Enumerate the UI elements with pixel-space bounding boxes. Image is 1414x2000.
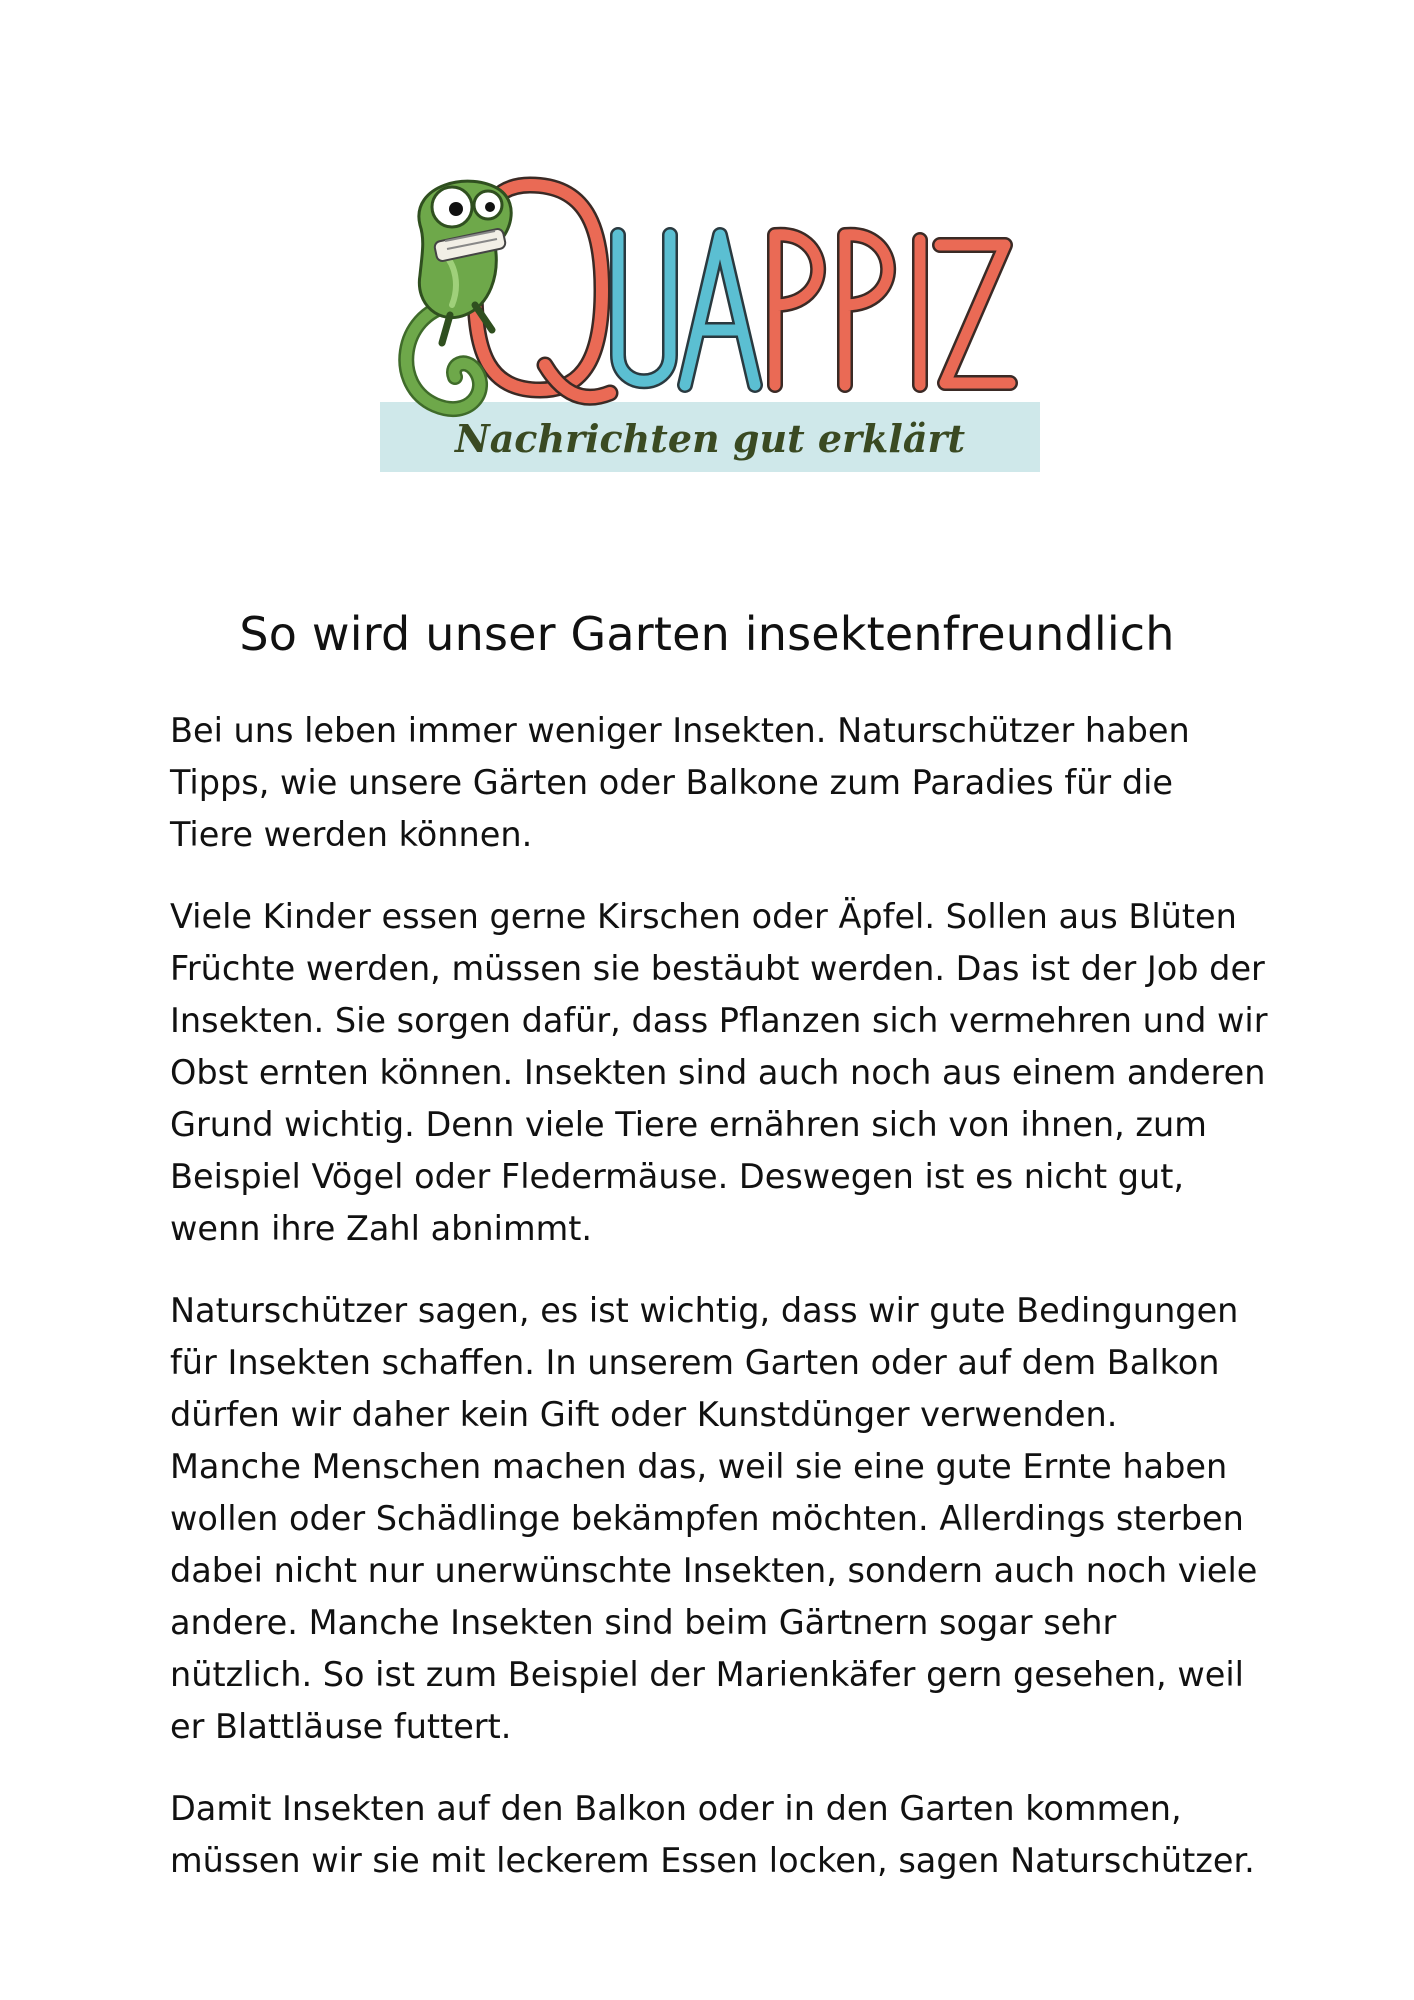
text-line: wollen oder Schädlinge bekämpfen möchten. Allerdings sterben <box>170 1499 1244 1538</box>
text-line: Viele Kinder essen gerne Kirschen oder Äpfel. Sollen aus Blüten <box>170 897 1237 936</box>
letter-p2 <box>845 235 888 385</box>
letter-p1 <box>775 235 818 385</box>
text-line: Tiere werden können. <box>170 815 533 854</box>
article-paragraph <box>170 891 1280 1255</box>
text-line: Obst ernten können. Insekten sind auch noch aus einem anderen <box>170 1053 1266 1092</box>
article-body <box>170 705 1280 1887</box>
letter-u <box>618 235 670 381</box>
text-line: Insekten. Sie sorgen dafür, dass Pflanzen sich vermehren und wir <box>170 1001 1268 1040</box>
article-paragraph <box>170 1285 1280 1753</box>
text-line: für Insekten schaffen. In unserem Garten oder auf dem Balkon <box>170 1343 1220 1382</box>
text-line: andere. Manche Insekten sind beim Gärtnern sogar sehr <box>170 1603 1117 1642</box>
text-line: dürfen wir daher kein Gift oder Kunstdünger verwenden. <box>170 1395 1118 1434</box>
text-line: Beispiel Vögel oder Fledermäuse. Deswegen ist es nicht gut, <box>170 1157 1185 1196</box>
text-line: Grund wichtig. Denn viele Tiere ernähren sich von ihnen, zum <box>170 1105 1207 1144</box>
text-line: Tipps, wie unsere Gärten oder Balkone zum Paradies für die <box>170 763 1174 802</box>
text-line: Manche Menschen machen das, weil sie eine gute Ernte haben <box>170 1447 1228 1486</box>
text-line: er Blattläuse futtert. <box>170 1707 512 1746</box>
letter-a <box>685 235 755 385</box>
text-line: Bei uns leben immer weniger Insekten. Naturschützer haben <box>170 711 1190 750</box>
article-title: So wird unser Garten insektenfreundlich <box>239 607 1175 661</box>
text-line: Damit Insekten auf den Balkon oder in den Garten kommen, <box>170 1789 1182 1828</box>
article-paragraph <box>170 1783 1280 1887</box>
text-line: dabei nicht nur unerwünschte Insekten, sondern auch noch viele <box>170 1551 1258 1590</box>
text-line: nützlich. So ist zum Beispiel der Marienkäfer gern gesehen, weil <box>170 1655 1244 1694</box>
article-paragraph <box>170 705 1280 861</box>
quappiz-logo <box>380 165 1040 480</box>
text-line: müssen wir sie mit leckerem Essen locken, sagen Naturschützer. <box>170 1841 1255 1880</box>
text-line: Früchte werden, müssen sie bestäubt werden. Das ist der Job der <box>170 949 1265 988</box>
text-line: Naturschützer sagen, es ist wichtig, dass wir gute Bedingungen <box>170 1291 1239 1330</box>
text-line: wenn ihre Zahl abnimmt. <box>170 1209 593 1248</box>
letter-z <box>940 245 1010 383</box>
logo-tagline: Nachrichten gut erklärt <box>454 416 966 461</box>
quappiz-logo-graphic <box>380 165 1040 480</box>
